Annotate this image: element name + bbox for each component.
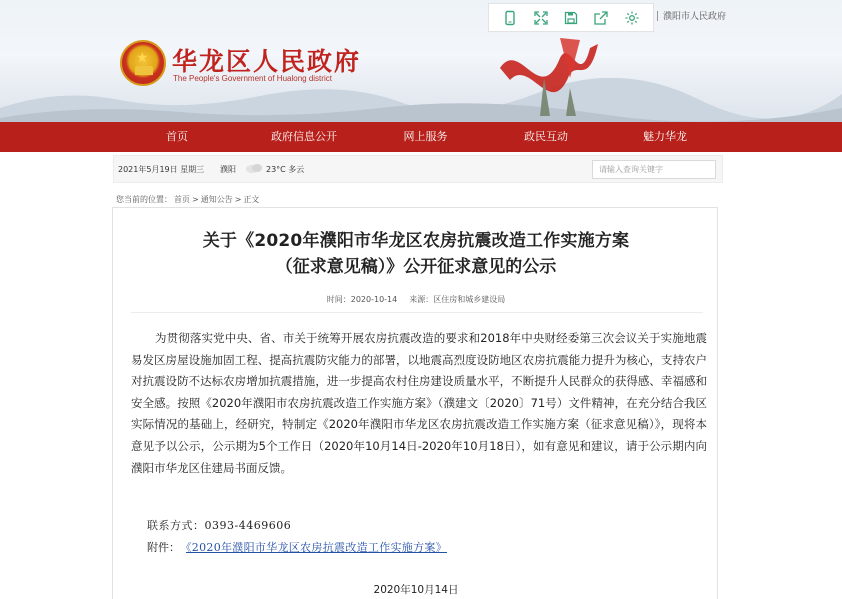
article-body: 为贯彻落实党中央、省、市关于统筹开展农房抗震改造的要求和2018年中央财经委第三次会议关于实施地震易发区房屋设施加固工程、提高抗震防灾能力的部署，以地震高烈度设防地区农房抗震能力提升为核心，支持农户对抗震设防不达标农房增加抗震措施，进一步提高农村住房建设质量水平，不断提升人民群众的获得感、幸福感和安全感。按照《2020年濮阳市农房抗震改造工作实施方案》（濮建文〔2020〕71号）文件精神，在充分结合我区实际情况的基础上，经研究，特制定《2020年濮阳市华龙区农房抗震改造工作实施方案（征求意见稿）》，现将本意见予以公示，公示期为5个工作日（2020年10月14日-2020年10月18日），如有意见和建议，请于公示期内向濮阳市华龙区住建局书面反馈。: [131, 331, 707, 475]
toolbar: [488, 3, 654, 32]
article-time: 时间：2020-10-14: [326, 295, 398, 304]
attachment-row: [147, 539, 447, 555]
cloudy-weather-icon: [244, 162, 264, 174]
article-title-line2: （征求意见稿）》公开征求意见的公示: [275, 257, 557, 277]
contact-info: 联系方式：0393-4469606: [147, 519, 292, 532]
divider: [131, 312, 703, 313]
save-icon[interactable]: [560, 7, 582, 29]
city-portal-link[interactable]: 濮阳市人民政府: [663, 12, 727, 22]
breadcrumb-separator: >: [234, 195, 242, 204]
portal-link-container: [652, 9, 726, 22]
national-emblem-icon: ★: [120, 40, 166, 86]
breadcrumb-separator: >: [192, 195, 199, 204]
fullscreen-icon[interactable]: [530, 7, 552, 29]
red-ribbon-sculpture-icon: [480, 18, 630, 118]
attachment-label: 附件：: [147, 541, 180, 554]
mountain-background: [0, 78, 842, 122]
separator: [657, 11, 658, 21]
weather-city: 濮阳: [220, 165, 236, 174]
nav-item-home[interactable]: 首页: [166, 130, 188, 143]
article-title-line1: 关于《2020年濮阳市华龙区农房抗震改造工作实施方案: [202, 231, 630, 251]
nav-item-gov-info[interactable]: 政府信息公开: [271, 130, 337, 143]
breadcrumb-item-notices[interactable]: 通知公告: [200, 195, 233, 204]
weather-text: 23°C 多云: [266, 165, 305, 174]
attachment-link[interactable]: 《2020年濮阳市华龙区农房抗震改造工作实施方案》: [186, 541, 447, 554]
site-subtitle: The People's Government of Hualong district: [173, 74, 332, 83]
settings-icon[interactable]: [621, 7, 643, 29]
breadcrumb-prefix: 您当前的位置：: [116, 195, 172, 204]
site-title: 华龙区人民政府: [172, 47, 362, 76]
header-banner: [0, 0, 842, 122]
article-meta: [113, 294, 719, 305]
nav-item-charm-hualong[interactable]: 魅力华龙: [643, 130, 687, 143]
share-icon[interactable]: [590, 7, 612, 29]
nav-item-interaction[interactable]: 政民互动: [524, 130, 568, 143]
main-nav: [0, 122, 842, 152]
current-date: 2021年5月19日 星期三: [118, 165, 205, 174]
breadcrumb-item-current: 正文: [243, 195, 260, 204]
article-source: 来源：区住房和城乡建设局: [409, 295, 506, 304]
sign-date: 2020年10月14日: [373, 584, 459, 596]
nav-item-online-service[interactable]: 网上服务: [403, 130, 448, 143]
mobile-icon[interactable]: [499, 7, 521, 29]
breadcrumb: [116, 194, 261, 205]
article-panel: [112, 207, 718, 599]
breadcrumb-item-home[interactable]: 首页: [174, 195, 190, 204]
info-bar: [113, 155, 723, 183]
search-input[interactable]: 请输入查询关键字: [592, 160, 716, 179]
